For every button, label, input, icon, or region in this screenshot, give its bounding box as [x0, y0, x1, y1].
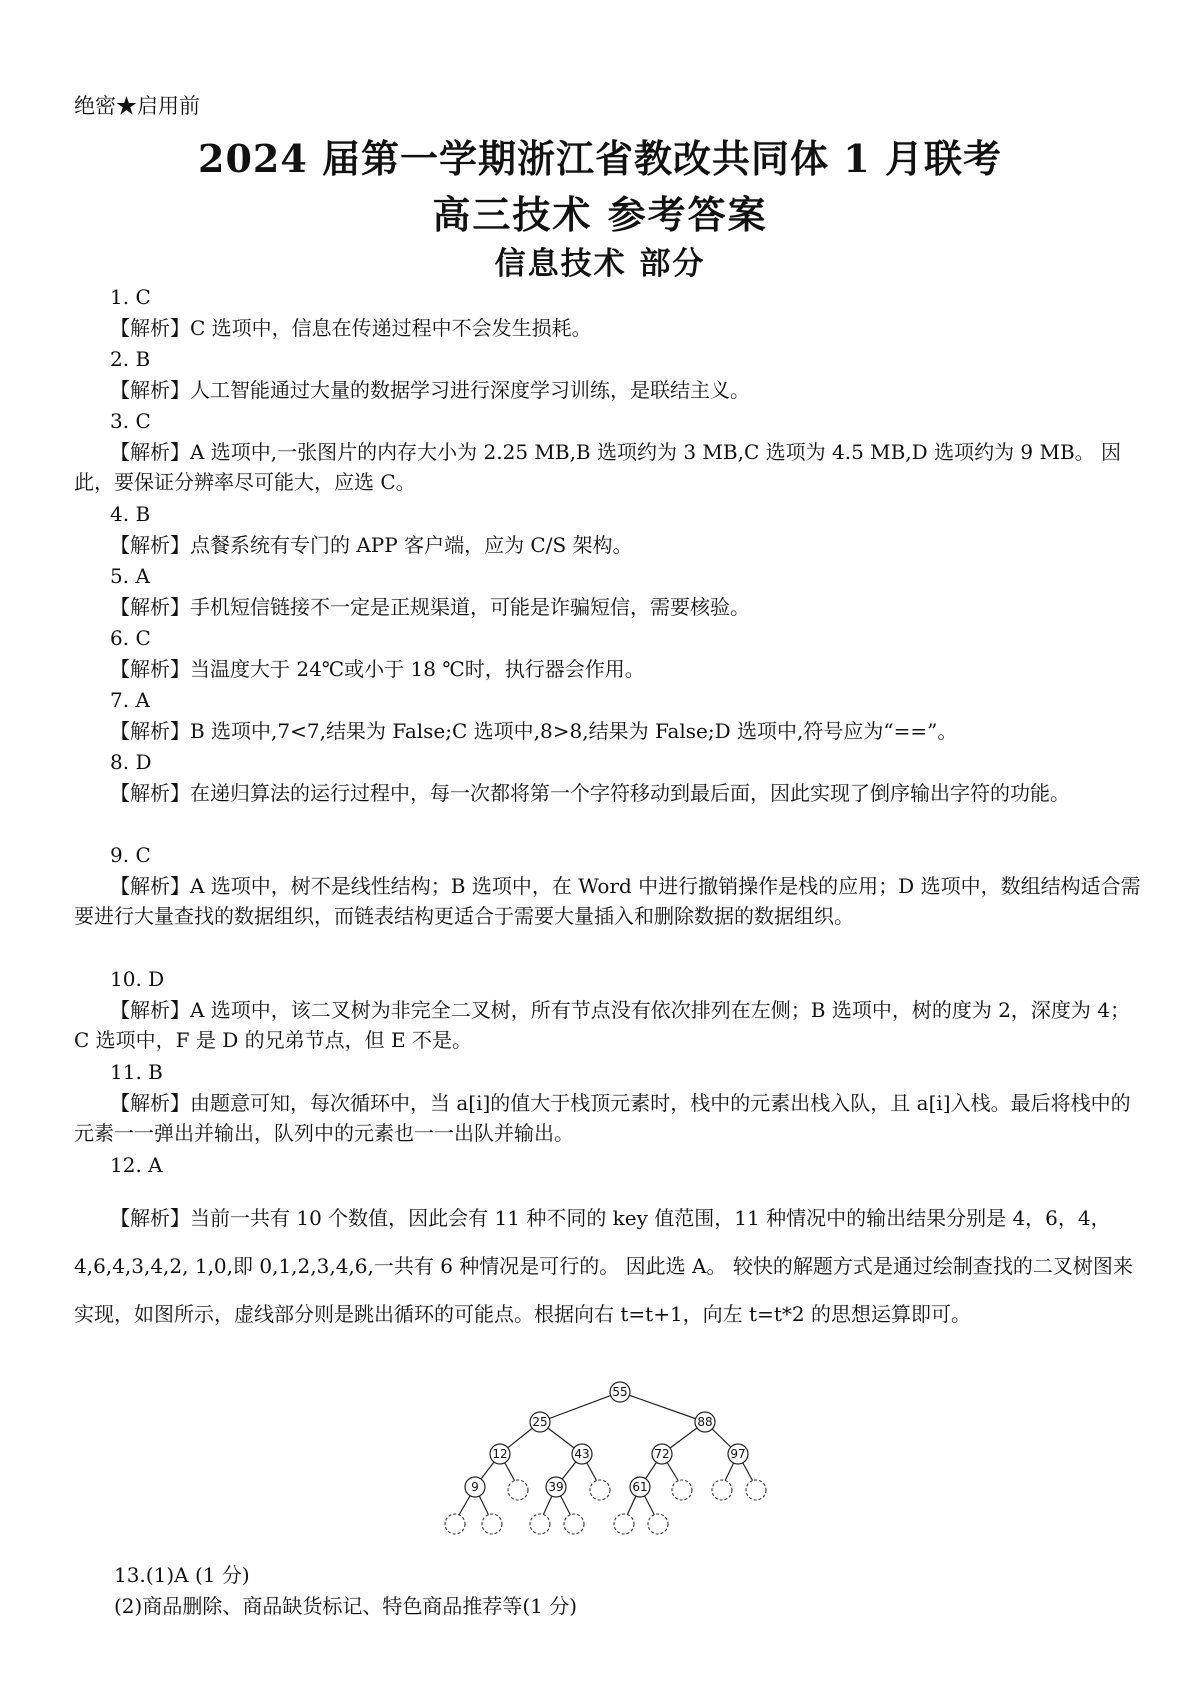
tree-empty-node — [672, 1480, 692, 1500]
explanation-5: 【解析】手机短信链接不一定是正规渠道，可能是诈骗短信，需要核验。 — [110, 595, 750, 619]
explanation-1: 【解析】C 选项中，信息在传递过程中不会发生损耗。 — [110, 316, 592, 340]
tree-node-label: 61 — [632, 1480, 648, 1494]
tree-node-label: 55 — [612, 1385, 628, 1399]
tree-node-label: 39 — [548, 1480, 564, 1494]
tree-node-label: 9 — [471, 1480, 479, 1494]
answer-4: 4. B — [110, 502, 151, 526]
answer-8: 8. D — [110, 750, 152, 774]
page-title: 2024 届第一学期浙江省教改共同体 1 月联考 — [198, 136, 1002, 181]
answer-13-part1: 13.(1)A (1 分) — [114, 1563, 250, 1587]
answer-6: 6. C — [110, 626, 151, 650]
tree-empty-node — [746, 1480, 766, 1500]
tree-node-label: 97 — [730, 1447, 746, 1461]
tree-empty-node — [482, 1514, 502, 1534]
tree-empty-node — [530, 1514, 550, 1534]
explanation-8: 【解析】在递归算法的运行过程中，每一次都将第一个字符移动到最后面，因此实现了倒序输出字符的功能。 — [110, 781, 1070, 805]
explanation-7: 【解析】B 选项中,7<7,结果为 False;C 选项中,8>8,结果为 False;D 选项中,符号应为“==”。 — [110, 719, 958, 743]
section-title: 信息技术 部分 — [494, 246, 706, 282]
answer-1: 1. C — [110, 285, 151, 309]
tree-node-label: 43 — [574, 1447, 590, 1461]
answer-13-part2: (2)商品删除、商品缺货标记、特色商品推荐等(1 分) — [114, 1594, 578, 1618]
answer-5: 5. A — [110, 564, 150, 588]
explanation-6: 【解析】当温度大于 24℃或小于 18 ℃时，执行器会作用。 — [110, 657, 645, 681]
answer-12: 12. A — [110, 1153, 163, 1177]
tree-empty-node — [712, 1480, 732, 1500]
tree-empty-node — [648, 1514, 668, 1534]
explanation-11: 【解析】由题意可知，每次循环中，当 a[i]的值大于栈顶元素时，栈中的元素出栈入队，且 a[i]入栈。最后将栈中的元素一一弹出并输出，队列中的元素也一一出队并输出。 — [74, 1091, 1131, 1145]
explanation-2: 【解析】人工智能通过大量的数据学习进行深度学习训练，是联结主义。 — [110, 378, 750, 402]
tree-node-label: 12 — [492, 1447, 508, 1461]
explanation-4: 【解析】点餐系统有专门的 APP 客户端，应为 C/S 架构。 — [110, 533, 633, 557]
explanation-10: 【解析】A 选项中，该二叉树为非完全二叉树，所有节点没有依次排列在左侧；B 选项中，树的度为 2，深度为 4；C 选项中，F 是 D 的兄弟节点，但 E 不是。 — [74, 998, 1131, 1052]
explanation-9: 【解析】A 选项中，树不是线性结构；B 选项中，在 Word 中进行撤销操作是栈的应用；D 选项中，数组结构适合需要进行大量查找的数据组织，而链表结构更适合于需要大量插入和删除数据的数据组织。 — [74, 874, 1141, 928]
answer-7: 7. A — [110, 688, 150, 712]
tree-empty-node — [508, 1480, 528, 1500]
binary-search-tree-figure — [420, 1372, 800, 1552]
tree-empty-node — [445, 1514, 465, 1534]
answer-10: 10. D — [110, 967, 165, 991]
explanation-12: 【解析】当前一共有 10 个数值，因此会有 11 种不同的 key 值范围，11 种情况中的输出结果分别是 4，6，4，4,6,4,3,4,2, 1,0,即 0,1,2,3,4,6,一共有 6 种情况是可行的。 因此选 A。 较快的解题方式是通过绘制查找的二叉树图来实现，如图所示，虚线部分则是跳出循环的可能点。根据向右 t=t+1，向左 t=t*2 的思想运算即可。 — [74, 1206, 1133, 1326]
tree-node-label: 25 — [532, 1415, 548, 1429]
answer-3: 3. C — [110, 409, 151, 433]
answer-2: 2. B — [110, 347, 151, 371]
tree-node-label: 88 — [697, 1415, 713, 1429]
explanation-3: 【解析】A 选项中,一张图片的内存大小为 2.25 MB,B 选项约为 3 MB,C 选项为 4.5 MB,D 选项约为 9 MB。 因此，要保证分辨率尽可能大，应选 C。 — [74, 440, 1122, 494]
secrecy-label: 绝密★启用前 — [74, 94, 200, 118]
answer-11: 11. B — [110, 1060, 163, 1084]
tree-empty-node — [614, 1514, 634, 1534]
page-subtitle: 高三技术 参考答案 — [432, 192, 768, 237]
tree-empty-node — [564, 1514, 584, 1534]
tree-empty-node — [590, 1480, 610, 1500]
answer-9: 9. C — [110, 843, 151, 867]
tree-node-label: 72 — [654, 1447, 670, 1461]
